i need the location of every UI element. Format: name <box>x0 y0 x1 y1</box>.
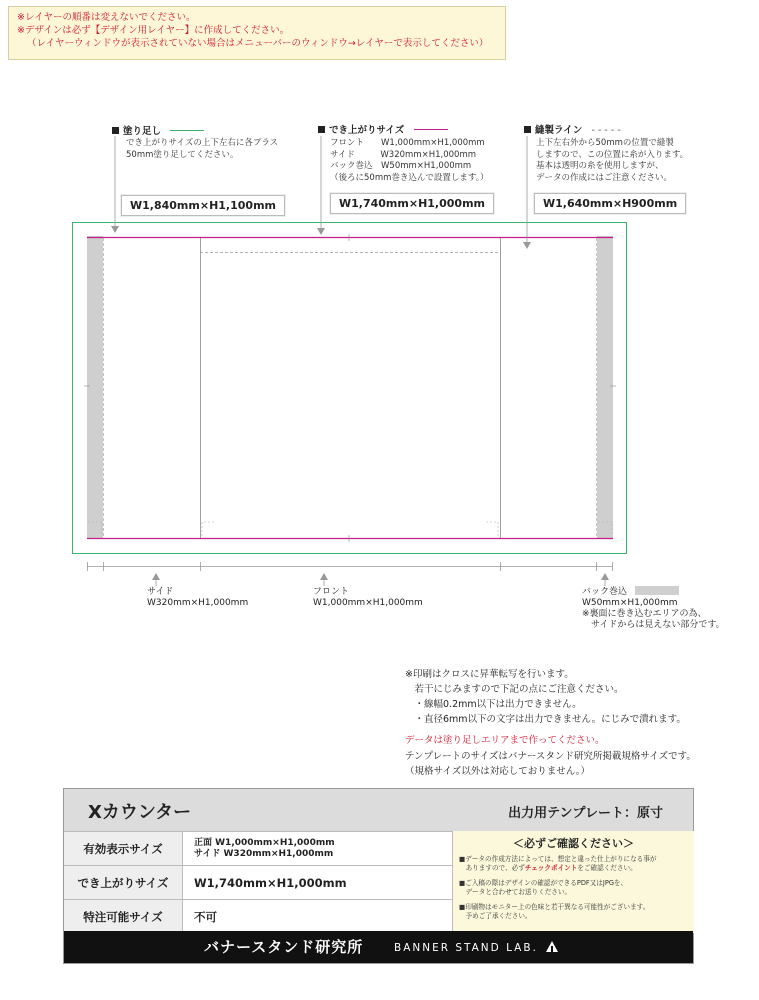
checkpoint-link[interactable]: チェックポイント <box>524 864 578 872</box>
bleed-desc-line: でき上がりサイズの上下左右に各プラス <box>126 138 279 148</box>
check-title: ＜必ずご確認ください＞ <box>513 837 634 850</box>
back-wrap-left <box>87 236 103 539</box>
data-bleed-note: データは塗り足しエリアまで作ってください。 <box>405 735 605 746</box>
check-item-line: データと合わせてお送りください。 <box>459 888 572 896</box>
bleed-label: 塗り足し <box>123 126 162 137</box>
template-note-line: テンプレートのサイズはバナースタンド研究所掲載規格サイズです。 <box>405 751 696 762</box>
finish-desc-line: （後ろに50mm巻き込んで設置します。） <box>330 172 489 183</box>
check-box <box>452 831 694 933</box>
notice-line: ※デザインは必ず【デザイン用レイヤー】に作成してください。 <box>17 25 290 36</box>
notice-line: ※レイヤーの順番は変えないでください。 <box>17 12 196 23</box>
template-type: 出力用テンプレート：原寸 <box>508 806 663 821</box>
spec-key: でき上がりサイズ <box>64 866 183 899</box>
print-note-line: ・線幅0.2mm以下は出力できません。 <box>405 699 582 710</box>
brand-name-en <box>394 941 558 954</box>
panel-header <box>64 789 693 831</box>
notice-line: （レイヤーウィンドウが表示されていない場合はメニューバーのウィンドウ→レイヤーで表示してください） <box>27 38 489 49</box>
check-item-line: ■印刷物はモニター上の色味と若干異なる可能性がございます。 <box>459 903 650 911</box>
template-note <box>405 749 696 779</box>
check-item-text: をご確認ください。 <box>577 864 637 872</box>
check-item <box>459 903 649 921</box>
spec-value <box>194 832 335 865</box>
back-caption <box>582 586 725 631</box>
product-info-panel <box>63 788 694 964</box>
print-note-line: ・直径6mm以下の文字は出力できません。にじみで潰れます。 <box>405 714 686 725</box>
print-notes <box>405 667 686 727</box>
check-item <box>459 855 656 873</box>
bleed-outline <box>73 223 627 554</box>
product-title: Xカウンター <box>88 802 192 823</box>
arrow-up-icon <box>320 573 328 580</box>
bleed-desc-line: 50mm塗り足してください。 <box>126 149 239 160</box>
sewing-desc-line: データの作成にはご注意ください。 <box>536 172 673 183</box>
spec-row <box>64 865 452 899</box>
spec-value: W1,740mm×H1,000mm <box>194 875 347 890</box>
sewing-desc-line: 上下左右外から50mmの位置で縫製 <box>536 138 674 148</box>
brand-name-en-text: BANNER STAND LAB. <box>394 942 538 954</box>
back-caption-note: ※裏面に巻き込むエリアの為、 <box>582 609 707 619</box>
finish-desc-line: バック巻込 W50mm×H1,000mm <box>330 161 472 171</box>
back-caption-note: サイドからは見えない部分です。 <box>582 620 725 630</box>
check-item-line: 予めご了承ください。 <box>459 912 532 920</box>
check-item-text: ありますので、必ず <box>459 864 525 872</box>
side-caption-title: サイド <box>147 587 174 597</box>
back-wrap-swatch <box>635 586 679 595</box>
back-caption-title: バック巻込 <box>582 587 628 597</box>
front-caption <box>313 587 423 609</box>
print-note-line: 若干にじみますので下記の点にご注意ください。 <box>405 684 624 695</box>
sewing-desc-line: 基本は透明の糸を使用しますが、 <box>536 161 664 171</box>
sewing-label: 縫製ライン <box>535 125 583 136</box>
check-item-line: ■データの作成方法によっては、想定と違った仕上がりになる事が <box>459 855 657 863</box>
front-caption-title: フロント <box>313 587 350 597</box>
template-note-line: （規格サイズ以外は対応しておりません。） <box>405 766 591 777</box>
bleed-size-box: W1,840mm×H1,100mm <box>121 195 285 216</box>
sewing-dash-sample: - - - - - <box>591 125 621 136</box>
finish-label: でき上がりサイズ <box>329 125 405 136</box>
spec-key: 特注可能サイズ <box>64 900 183 934</box>
check-item <box>459 879 627 897</box>
spec-value-line: 正面 W1,000mm×H1,000mm <box>194 837 335 848</box>
print-note-line: ※印刷はクロスに昇華転写を行います。 <box>405 669 574 680</box>
finish-size-box: W1,740mm×H1,000mm <box>330 193 494 214</box>
arrow-up-icon <box>601 573 609 580</box>
spec-value-line: サイド W320mm×H1,000mm <box>194 848 334 859</box>
arrow-up-icon <box>152 573 160 580</box>
side-caption-size: W320mm×H1,000mm <box>147 598 249 608</box>
back-caption-size: W50mm×H1,000mm <box>582 598 678 608</box>
spec-row <box>64 831 452 865</box>
sewing-size-box: W1,640mm×H900mm <box>534 193 686 214</box>
spec-row <box>64 899 452 934</box>
spec-key: 有効表示サイズ <box>64 832 183 865</box>
brand-name-ja: バナースタンド研究所 <box>204 938 364 956</box>
side-caption <box>147 587 248 609</box>
check-item-line: ■ご入稿の際はデザインの確認ができるPDF又はJPGを、 <box>459 879 628 887</box>
sewing-desc-line: しますので、この位置に糸が入ります。 <box>536 149 689 160</box>
brand-logo-icon <box>546 941 558 952</box>
back-wrap-right <box>597 236 613 539</box>
brand-footer <box>64 931 693 963</box>
finish-desc-line: フロント W1,000mm×H1,000mm <box>330 138 485 148</box>
spec-value: 不可 <box>194 910 217 924</box>
finish-desc-line: サイド W320mm×H1,000mm <box>330 149 477 160</box>
front-caption-size: W1,000mm×H1,000mm <box>313 598 423 608</box>
